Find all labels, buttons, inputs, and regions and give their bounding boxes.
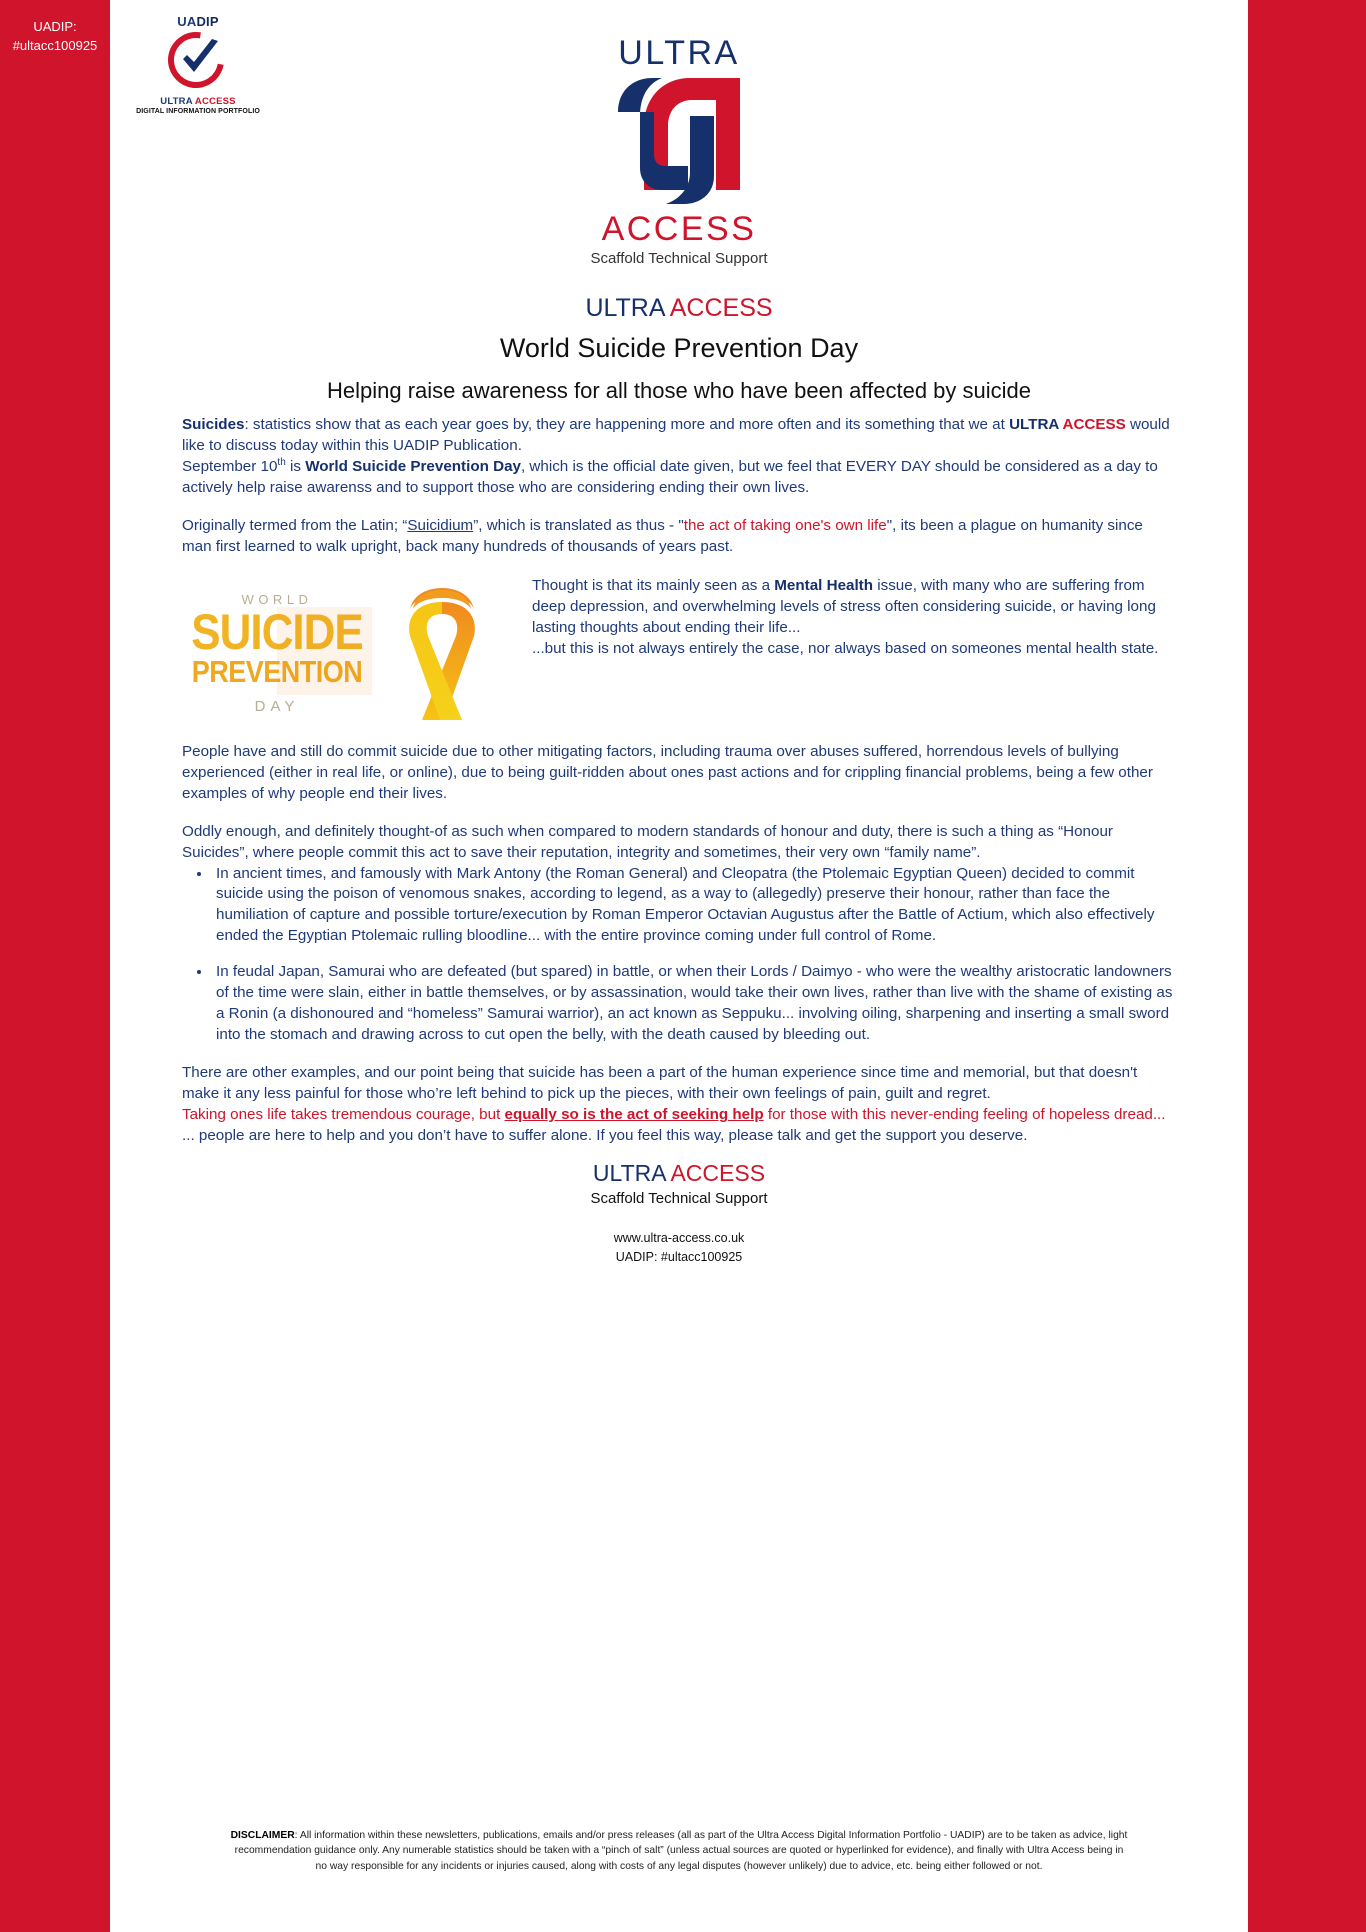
signoff-contact <box>110 1229 1248 1265</box>
signoff-brand-ultra: ULTRA <box>592 1160 671 1187</box>
signoff-website[interactable]: www.ultra-access.co.uk <box>613 1231 745 1246</box>
svg-text:SUICIDE: SUICIDE <box>191 604 363 660</box>
rail-uadip-code <box>0 18 110 56</box>
signoff-uadip-code: UADIP: #ultacc100925 <box>615 1249 743 1264</box>
svg-text:DAY: DAY <box>254 698 300 716</box>
date-text-c: , which is the official date given, but we feel that EVERY DAY should be considered as a day to actively help raise awarenss and to support those who are considering ending their own lives. <box>182 457 1158 496</box>
intro-brand-ultra: ULTRA <box>1009 415 1063 433</box>
paragraph-intro <box>182 415 1176 457</box>
uadip-stamp-brand <box>128 96 268 107</box>
stamp-check-glyph-icon <box>179 39 221 79</box>
right-red-rail <box>1248 0 1366 1932</box>
uadip-stamp-dip: DIP <box>196 14 219 29</box>
masthead-tagline: Scaffold Technical Support <box>590 250 768 267</box>
masthead-ultra: ULTRA <box>618 34 740 72</box>
disclaimer-label: DISCLAIMER <box>230 1829 295 1841</box>
mh-text-a: Thought is that its mainly seen as a <box>532 576 775 594</box>
etym-text-a: Originally termed from the Latin; “ <box>182 516 408 534</box>
rail-uadip-label: UADIP: <box>33 19 77 34</box>
media-row <box>182 576 1176 725</box>
paragraph-other-factors: People have and still do commit suicide due to other mitigating factors, including trauma over abuses suffered, horrendous levels of bullying experienced (either in real life, or online), due to being guilt-ridden about ones past actions and for crippling financial problems, being a few other examples of why people end their lives. <box>182 742 1153 802</box>
check-icon <box>155 30 241 94</box>
page-subtitle: Helping raise awareness for all those who have been affected by suicide <box>326 377 1032 403</box>
article-body <box>110 415 1248 1147</box>
uadip-stamp-wordmark <box>128 14 268 29</box>
uadip-stamp-portfolio: DIGITAL INFORMATION PORTFOLIO <box>136 108 260 115</box>
svg-text:PREVENTION: PREVENTION <box>191 655 363 690</box>
headline-block <box>110 295 1248 403</box>
uadip-stamp-ua: UA <box>177 14 197 29</box>
seeking-help-emphasis: equally so is the act of seeking help <box>504 1106 764 1124</box>
ultra-access-monogram-icon <box>604 72 754 210</box>
etym-translation: the act of taking one's own life <box>683 516 887 534</box>
disclaimer-text: : All information within these newsletters, publications, emails and/or press releases (all as part of the Ultra Access Digital Information Portfolio - UADIP) are to be taken as advice, light recommendation guidance only. Any numerable statistics should be taken with a “pinch of salt” (unless actual sources are quoted or hyperlinked for evidence), and finally with Ultra Access being in no way responsible for any incidents or injuries caused, along with costs of any legal disputes (however unlikely) due to advice, etc. being either followed or not. <box>234 1829 1128 1872</box>
paragraph-final: ... people are here to help and you don’t have to suffer alone. If you feel this way, please talk and get the support you deserve. <box>182 1127 1028 1145</box>
paragraph-etymology <box>182 516 1176 558</box>
headline-brand <box>110 295 1248 323</box>
intro-lead-word: Suicides <box>182 415 245 433</box>
paragraph-seeking-help <box>182 1105 1176 1126</box>
date-text-b: is <box>285 457 306 475</box>
seeking-help-text-a: Taking ones life takes tremendous courage, but <box>182 1106 505 1124</box>
uadip-stamp-brand-ultra: ULTRA <box>160 96 195 107</box>
uadip-stamp <box>128 14 268 115</box>
media-images <box>182 576 522 725</box>
paragraph-mental-health-caveat: ...but this is not always entirely the case, nor always based on someones mental health state. <box>532 639 1159 657</box>
masthead-access: ACCESS <box>601 210 757 248</box>
headline-brand-access: ACCESS <box>669 294 773 322</box>
list-item: • In ancient times, and famously with Mark Antony (the Roman General) and Cleopatra (the Ptolemaic Egyptian Queen) decided to commit suicide using the poison of venomous snakes, according to legend, as a way to (allegedly) preserve their honour, rather than face the humiliation of capture and possible torture/execution by Roman Emperor Octavian Augustus after the Battle of Actium, which also effectively ended the Egyptian Ptolemaic rulling bloodline... with the entire province coming under full control of Rome. <box>212 864 1176 948</box>
page-title: World Suicide Prevention Day <box>499 332 859 363</box>
intro-text-a: : statistics show that as each year goes by, they are happening more and more often and its something that we at <box>244 415 1010 433</box>
honour-suicide-examples-list <box>182 864 1176 1047</box>
mh-bold-term: Mental Health <box>774 576 874 594</box>
awareness-ribbon-icon <box>382 580 502 725</box>
date-text-a: September 10 <box>182 457 278 475</box>
mh-text-b: issue, with many who are suffering from deep depression, and overwhelming levels of stress often considering suicide, or having long lasting thoughts about ending their life... <box>532 576 1156 636</box>
seeking-help-text-b: for those with this never-ending feeling of hopeless dread... <box>763 1106 1166 1124</box>
signoff-brand <box>110 1161 1248 1186</box>
disclaimer <box>230 1828 1128 1874</box>
signoff-tagline: Scaffold Technical Support <box>590 1190 768 1208</box>
signoff-brand-access: ACCESS <box>670 1160 766 1187</box>
page-sheet <box>110 0 1248 1932</box>
paragraph-mental-health <box>532 576 1176 639</box>
date-ordinal-suffix: th <box>277 456 286 468</box>
media-caption-text <box>522 576 1176 660</box>
date-event-name: World Suicide Prevention Day <box>305 457 521 475</box>
paragraph-honour-suicides: Oddly enough, and definitely thought-of as such when compared to modern standards of honour and duty, there is such a thing as “Honour Suicides”, where people commit this act to save their reputation, integrity and sometimes, their very own “family name”. <box>182 822 1113 861</box>
etym-text-b: ”, which is translated as thus - " <box>473 516 684 534</box>
list-item: • In feudal Japan, Samurai who are defeated (but spared) in battle, or when their Lords / Daimyo - who were the wealthy aristocratic landowners of the time were slain, either in battle themselves, or by assassination, would take their own lives, rather than live with the shame of existing as a Ronin (a dishonoured and “homeless” Samurai warrior), an act known as Seppuku... involving oiling, sharpening and inserting a small sword into the stomach and drawing across to cut open the belly, with the death caused by bleeding out. <box>212 962 1176 1046</box>
left-red-rail <box>0 0 110 1932</box>
rail-uadip-value: #ultacc100925 <box>12 37 98 53</box>
world-suicide-prevention-day-logo-icon <box>182 587 372 717</box>
intro-text-b: would like to discuss today within this UADIP Publication. <box>182 415 1170 454</box>
paragraph-closing: There are other examples, and our point being that suicide has been a part of the human experience since time and memorial, but that doesn't make it any less painful for those who’re left behind to pick up the pieces, with their own feelings of pain, guilt and regret. <box>182 1064 1138 1103</box>
masthead <box>110 0 1248 267</box>
etym-latin-term: Suicidium <box>407 516 474 534</box>
etym-text-c: ", its been a plague on humanity since man first learned to walk upright, back many hundreds of thousands of years past. <box>182 516 1143 555</box>
uadip-stamp-brand-access: ACCESS <box>194 96 236 107</box>
svg-text:WORLD: WORLD <box>241 592 313 608</box>
paragraph-date <box>182 457 1176 499</box>
signoff-block <box>110 1161 1248 1266</box>
headline-brand-ultra: ULTRA <box>585 294 670 322</box>
intro-brand-access: ACCESS <box>1062 415 1126 433</box>
